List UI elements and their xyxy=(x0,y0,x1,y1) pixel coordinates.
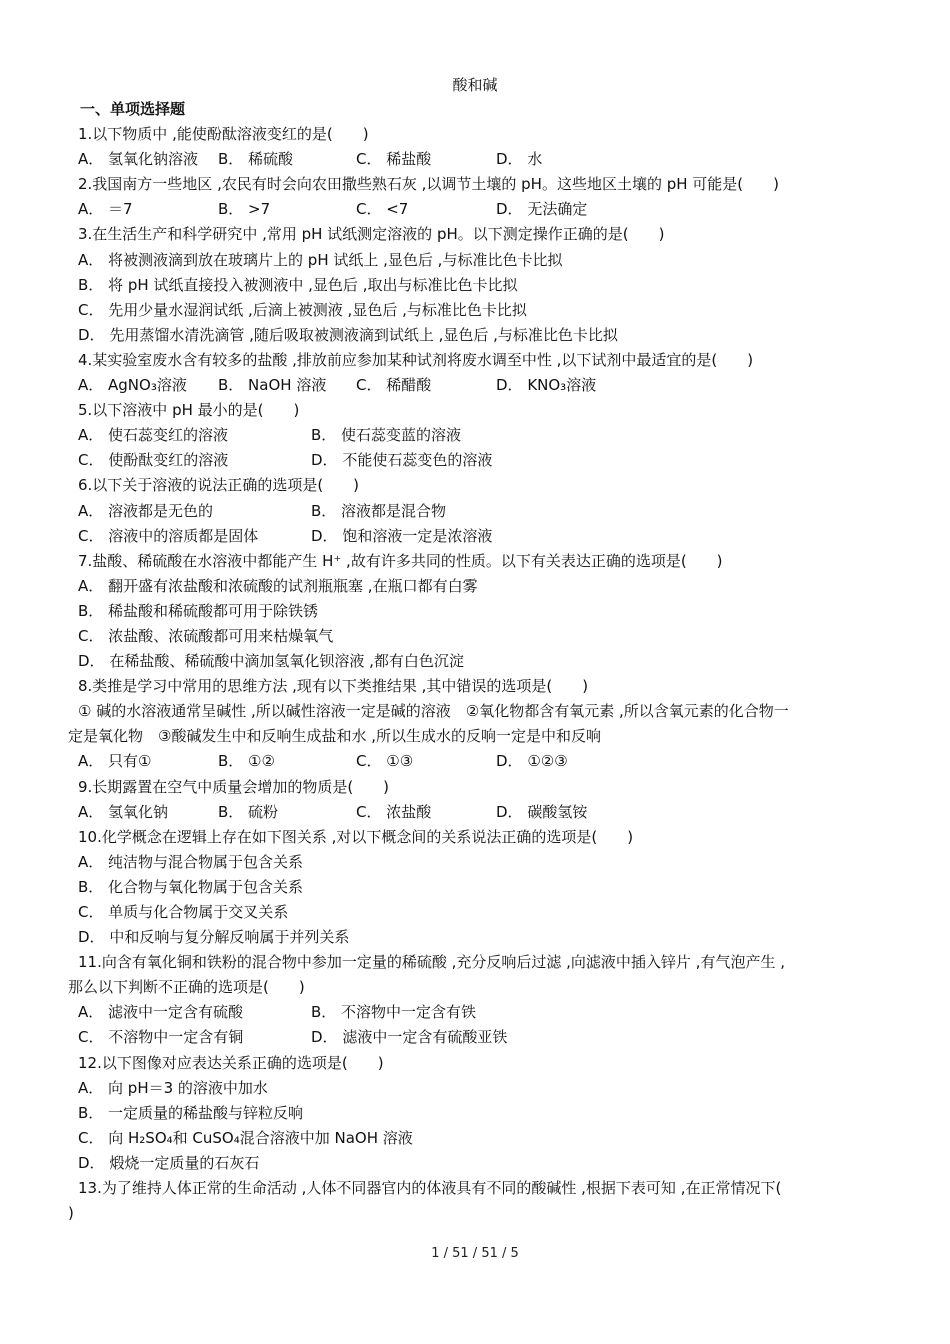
question-stem: 4.某实验室废水含有较多的盐酸 ,排放前应参加某种试剂将废水调至中性 ,以下试剂中最适宜的是( ) xyxy=(78,350,754,369)
answer-options-row xyxy=(68,524,886,549)
answer-option: A． 纯洁物与混合物属于包含关系 xyxy=(78,852,304,871)
answer-option: C． <7 xyxy=(356,200,409,219)
answer-option: C． 不溶物中一定含有铜 xyxy=(78,1028,244,1047)
answer-option: A． ＝7 xyxy=(78,200,133,219)
answer-option: D． 滤液中一定含有硫酸亚铁 xyxy=(311,1028,508,1047)
question-premise: ① 碱的水溶液通常呈碱性 ,所以碱性溶液一定是碱的溶液 ②氧化物都含有氧元素 ,所以含氧元素的化合物一 xyxy=(78,702,789,721)
answer-option: A． 滤液中一定含有硫酸 xyxy=(78,1003,244,1022)
answer-option: B． 硫粉 xyxy=(218,802,279,821)
answer-option: D． 水 xyxy=(496,150,543,169)
question-list xyxy=(68,97,886,1226)
answer-options-row xyxy=(68,1025,886,1050)
question-stem: 3.在生活生产和科学研究中 ,常用 pH 试纸测定溶液的 pH。以下测定操作正确的是( ) xyxy=(78,225,665,244)
answer-option: B． 不溶物中一定含有铁 xyxy=(311,1003,477,1022)
answer-option: A． 氢氧化钠 xyxy=(78,802,169,821)
answer-option: C． 溶液中的溶质都是固体 xyxy=(78,526,259,545)
answer-option: B． >7 xyxy=(218,200,271,219)
question-continuation: 那么以下判断不正确的选项是( ) xyxy=(68,978,305,997)
answer-option: D． 不能使石蕊变色的溶液 xyxy=(311,451,493,470)
answer-option: D． 碳酸氢铵 xyxy=(496,802,588,821)
answer-options-row xyxy=(68,800,886,825)
question-continuation: 定是氧化物 ③酸碱发生中和反响生成盐和水 ,所以生成水的反响一定是中和反响 xyxy=(68,727,601,746)
answer-option: B． 稀硫酸 xyxy=(218,150,294,169)
answer-option: C． 向 H₂SO₄和 CuSO₄混合溶液中加 NaOH 溶液 xyxy=(78,1128,413,1147)
answer-options-row xyxy=(68,749,886,774)
answer-option: A． 只有① xyxy=(78,752,152,771)
question-lines xyxy=(68,122,886,1226)
answer-option: B． 将 pH 试纸直接投入被测液中 ,显色后 ,取出与标准比色卡比拟 xyxy=(78,275,518,294)
answer-option: A． 将被测液滴到放在玻璃片上的 pH 试纸上 ,显色后 ,与标准比色卡比拟 xyxy=(78,250,563,269)
answer-option: B． NaOH 溶液 xyxy=(218,376,327,395)
answer-options-row xyxy=(68,373,886,398)
answer-option: D． 饱和溶液一定是浓溶液 xyxy=(311,526,493,545)
answer-options-row xyxy=(68,423,886,448)
answer-option: B． 稀盐酸和稀硫酸都可用于除铁锈 xyxy=(78,601,319,620)
answer-option: B． 化合物与氧化物属于包含关系 xyxy=(78,877,304,896)
question-stem: 1.以下物质中 ,能使酚酞溶液变红的是( ) xyxy=(78,125,369,144)
answer-option: A． 翻开盛有浓盐酸和浓硫酸的试剂瓶瓶塞 ,在瓶口都有白雾 xyxy=(78,576,478,595)
answer-option: B． 一定质量的稀盐酸与锌粒反响 xyxy=(78,1103,304,1122)
question-stem: 13.为了维持人体正常的生命活动 ,人体不同器官内的体液具有不同的酸碱性 ,根据下表可知 ,在正常情况下( xyxy=(78,1179,782,1198)
answer-option: D． 中和反响与复分解反响属于并列关系 xyxy=(78,928,350,947)
answer-option: B． 溶液都是混合物 xyxy=(311,501,447,520)
answer-options-row xyxy=(68,197,886,222)
question-stem: 9.长期露置在空气中质量会增加的物质是( ) xyxy=(78,777,390,796)
answer-options-row xyxy=(68,147,886,172)
page-number: 1 / 51 / 51 / 5 xyxy=(431,1246,519,1261)
answer-options-row xyxy=(68,499,886,524)
question-stem: 6.以下关于溶液的说法正确的选项是( ) xyxy=(78,476,360,495)
answer-option: D． 先用蒸馏水清洗滴管 ,随后吸取被测液滴到试纸上 ,显色后 ,与标准比色卡比拟 xyxy=(78,325,618,344)
answer-option: A． 向 pH＝3 的溶液中加水 xyxy=(78,1078,268,1097)
answer-option: D． KNO₃溶液 xyxy=(496,376,597,395)
answer-option: C． 浓盐酸、浓硫酸都可用来枯燥氧气 xyxy=(78,626,334,645)
answer-option: C． ①③ xyxy=(356,752,414,771)
answer-option: C． 单质与化合物属于交叉关系 xyxy=(78,903,289,921)
answer-option: B． ①② xyxy=(218,752,275,771)
answer-option: D． 在稀盐酸、稀硫酸中滴加氢氧化钡溶液 ,都有白色沉淀 xyxy=(78,652,464,671)
answer-option: A． 溶液都是无色的 xyxy=(78,501,214,520)
answer-option: D． ①②③ xyxy=(496,752,568,771)
question-continuation: ) xyxy=(68,1204,74,1223)
answer-option: B． 使石蕊变蓝的溶液 xyxy=(311,426,462,445)
answer-option: C． 稀醋酸 xyxy=(356,376,432,395)
answer-option: D． 无法确定 xyxy=(496,200,588,219)
question-stem: 12.以下图像对应表达关系正确的选项是( ) xyxy=(78,1053,384,1072)
answer-option: A． 使石蕊变红的溶液 xyxy=(78,426,229,445)
question-stem: 8.类推是学习中常用的思维方法 ,现有以下类推结果 ,其中错误的选项是( ) xyxy=(78,677,589,696)
question-stem: 10.化学概念在逻辑上存在如下图关系 ,对以下概念间的关系说法正确的选项是( ) xyxy=(78,827,634,846)
section-heading: 一、单项选择题 xyxy=(80,100,186,118)
answer-option: C． 使酚酞变红的溶液 xyxy=(78,451,229,470)
answer-option: A． AgNO₃溶液 xyxy=(78,376,187,395)
answer-option: C． 浓盐酸 xyxy=(356,802,432,821)
answer-options-row xyxy=(68,1000,886,1025)
answer-option: A． 氢氧化钠溶液 xyxy=(78,150,199,169)
question-stem: 7.盐酸、稀硫酸在水溶液中都能产生 H⁺ ,故有许多共同的性质。以下有关表达正确的选项是( ) xyxy=(78,551,723,570)
answer-option: C． 先用少量水湿润试纸 ,后滴上被测液 ,显色后 ,与标准比色卡比拟 xyxy=(78,300,527,319)
document-title: 酸和碱 xyxy=(452,76,498,94)
answer-option: C． 稀盐酸 xyxy=(356,150,432,169)
answer-options-row xyxy=(68,448,886,473)
question-stem: 5.以下溶液中 pH 最小的是( ) xyxy=(78,401,300,420)
question-stem: 11.向含有氧化铜和铁粉的混合物中参加一定量的稀硫酸 ,充分反响后过滤 ,向滤液中插入锌片 ,有气泡产生 , xyxy=(78,953,786,972)
answer-option: D． 煅烧一定质量的石灰石 xyxy=(78,1153,260,1172)
question-stem: 2.我国南方一些地区 ,农民有时会向农田撒些熟石灰 ,以调节土壤的 pH。这些地区土壤的 pH 可能是( ) xyxy=(78,175,779,194)
